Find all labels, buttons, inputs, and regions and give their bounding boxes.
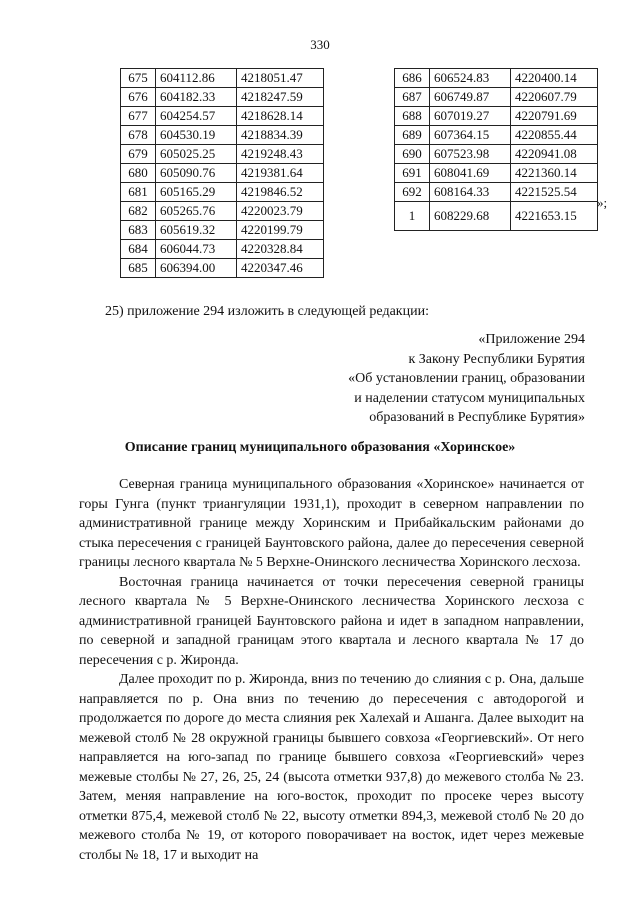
boundary-description [79,475,584,865]
point-number: 678 [121,126,156,145]
point-number: 680 [121,164,156,183]
point-number: 677 [121,107,156,126]
x-coordinate: 604182.33 [156,88,237,107]
x-coordinate: 605265.76 [156,202,237,221]
point-number: 679 [121,145,156,164]
table-row [395,202,598,231]
y-coordinate: 4220347.46 [237,259,324,278]
table-row [121,202,324,221]
table-row [121,221,324,240]
y-coordinate: 4218628.14 [237,107,324,126]
y-coordinate: 4219846.52 [237,183,324,202]
table-row [395,69,598,88]
x-coordinate: 605619.32 [156,221,237,240]
table-row [395,107,598,126]
x-coordinate: 606394.00 [156,259,237,278]
y-coordinate: 4221653.15 [511,202,598,231]
y-coordinate: 4220199.79 [237,221,324,240]
y-coordinate: 4220855.44 [511,126,598,145]
y-coordinate: 4219248.43 [237,145,324,164]
appendix-line: образований в Республике Бурятия» [369,410,585,425]
appendix-line: «Об установлении границ, образовании [348,371,585,386]
paragraph: Северная граница муниципального образования «Хоринское» начинается от горы Гунга (пункт триангуляции 1931,1), проходит в северном направлении по административной границе между Хоринским и Прибайкальским районами до стыка пересечения с границей Баунтовского района, далее до пересечения северной границы лесного квартала № 5 Верхне-Онинского лесничества Хоринского лесхоза. [79,477,584,570]
x-coordinate: 606749.87 [430,88,511,107]
table-row [121,88,324,107]
point-number: 675 [121,69,156,88]
point-number: 681 [121,183,156,202]
appendix-line: «Приложение 294 [478,332,585,347]
x-coordinate: 608041.69 [430,164,511,183]
x-coordinate: 608229.68 [430,202,511,231]
x-coordinate: 604530.19 [156,126,237,145]
table-row [121,183,324,202]
table-row [121,107,324,126]
point-number: 682 [121,202,156,221]
point-number: 690 [395,145,430,164]
table-row [121,145,324,164]
appendix-line: к Закону Республики Бурятия [408,351,585,367]
table-row [395,126,598,145]
x-coordinate: 605090.76 [156,164,237,183]
x-coordinate: 607019.27 [430,107,511,126]
table-row [395,183,598,202]
y-coordinate: 4221360.14 [511,164,598,183]
table-row [121,69,324,88]
point-number: 683 [121,221,156,240]
x-coordinate: 604112.86 [156,69,237,88]
y-coordinate: 4219381.64 [237,164,324,183]
x-coordinate: 606524.83 [430,69,511,88]
point-number: 685 [121,259,156,278]
y-coordinate: 4218051.47 [237,69,324,88]
point-number: 1 [395,202,430,231]
closing-quote-mark: »; [597,195,608,210]
table-row [395,164,598,183]
y-coordinate: 4220328.84 [237,240,324,259]
x-coordinate: 608164.33 [430,183,511,202]
coordinates-table-right [394,68,598,231]
paragraph: Далее проходит по р. Жиронда, вниз по течению до слияния с р. Она, дальше направляется по р. Она вниз по течению до пересечения с автодорогой и продолжается по дороге до места слияния рек Халехай и Ашанга. Далее выходит на межевой столб № 28 окружной границы бывшего совхоза «Георгиевский». От него направляется на юго-запад по границе бывшего совхоза «Георгиевский» через межевые столбы № 27, 26, 25, 24 (высота отметки 937,8) до межевого столба № 23. Затем, меняя направление на юго-восток, проходит по просеке через высоту отметки 875,4, межевой столб № 22, высоту отметки 894,3, межевой столб № 20 до межевого столба № 19, от которого поворачивает на восток, идет через межевые столбы № 18, 17 и выходит на [79,672,584,863]
table-row [395,88,598,107]
point-number: 692 [395,183,430,202]
x-coordinate: 605165.29 [156,183,237,202]
point-number: 687 [395,88,430,107]
section-heading: Описание границ муниципального образования «Хоринское» [124,440,516,455]
point-number: 688 [395,107,430,126]
y-coordinate: 4221525.54 [511,183,598,202]
point-number: 686 [395,69,430,88]
y-coordinate: 4220791.69 [511,107,598,126]
coordinates-table-left [120,68,324,278]
table-row [121,240,324,259]
x-coordinate: 605025.25 [156,145,237,164]
appendix-line: и наделении статусом муниципальных [354,390,585,406]
y-coordinate: 4220941.08 [511,145,598,164]
x-coordinate: 607523.98 [430,145,511,164]
paragraph: Восточная граница начинается от точки пересечения северной границы лесного квартала № 5 Верхне-Онинского лесничества Хоринского лесхоза с административной границей Баунтовского района и идет в западном направлении, по северной и западной границам этого квартала и лесного квартала № 17 до пересечения с р. Жиронда. [79,574,584,668]
y-coordinate: 4220607.79 [511,88,598,107]
y-coordinate: 4218834.39 [237,126,324,145]
page-number: 330 [310,37,330,52]
x-coordinate: 604254.57 [156,107,237,126]
point-number: 689 [395,126,430,145]
y-coordinate: 4220023.79 [237,202,324,221]
table-row [121,164,324,183]
point-number: 691 [395,164,430,183]
point-number: 684 [121,240,156,259]
y-coordinate: 4220400.14 [511,69,598,88]
table-row [395,145,598,164]
amendment-item-25: 25) приложение 294 изложить в следующей редакции: [105,304,429,319]
point-number: 676 [121,88,156,107]
appendix-header [348,330,585,428]
y-coordinate: 4218247.59 [237,88,324,107]
x-coordinate: 607364.15 [430,126,511,145]
table-row [121,126,324,145]
table-row [121,259,324,278]
x-coordinate: 606044.73 [156,240,237,259]
